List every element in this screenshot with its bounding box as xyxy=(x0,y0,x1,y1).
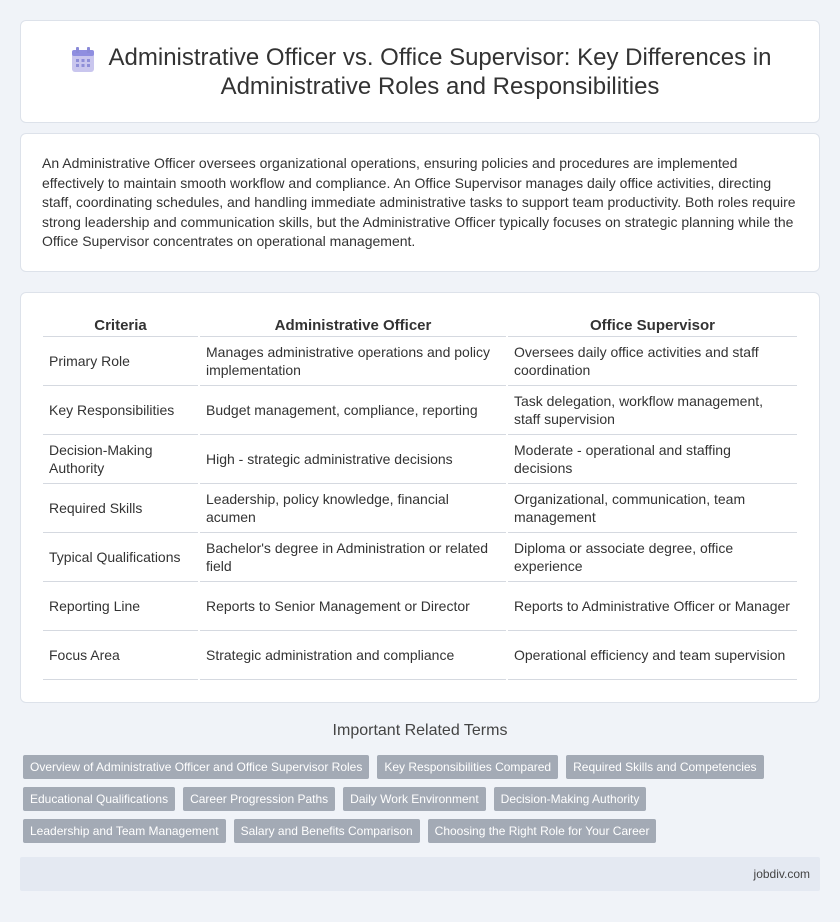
related-tag-choosing-role[interactable]: Choosing the Right Role for Your Career xyxy=(428,819,657,843)
related-tag-leadership[interactable]: Leadership and Team Management xyxy=(23,819,226,843)
criteria-cell: Reporting Line xyxy=(43,582,198,631)
administrative-officer-cell: Bachelor's degree in Administration or related field xyxy=(200,533,506,582)
administrative-officer-cell: Strategic administration and compliance xyxy=(200,631,506,680)
criteria-cell: Key Responsibilities xyxy=(43,386,198,435)
administrative-officer-cell: High - strategic administrative decisions xyxy=(200,435,506,484)
office-supervisor-cell: Diploma or associate degree, office experience xyxy=(508,533,797,582)
criteria-cell: Focus Area xyxy=(43,631,198,680)
table-row xyxy=(43,435,797,484)
comparison-card xyxy=(20,292,820,703)
footer-site-link[interactable]: jobdiv.com xyxy=(753,867,810,881)
criteria-cell: Required Skills xyxy=(43,484,198,533)
related-tag-overview[interactable]: Overview of Administrative Officer and Office Supervisor Roles xyxy=(23,755,369,779)
administrative-officer-cell: Manages administrative operations and policy implementation xyxy=(200,337,506,386)
related-tag-decision-making[interactable]: Decision-Making Authority xyxy=(494,787,647,811)
title-card xyxy=(20,20,820,123)
page-title: Administrative Officer vs. Office Supervisor: Key Differences in Administrative Roles and Responsibilities xyxy=(108,43,772,100)
header-office-supervisor: Office Supervisor xyxy=(508,315,797,337)
footer xyxy=(20,857,820,891)
intro-card xyxy=(20,133,820,272)
administrative-officer-cell: Budget management, compliance, reporting xyxy=(200,386,506,435)
related-tag-responsibilities[interactable]: Key Responsibilities Compared xyxy=(377,755,558,779)
office-supervisor-cell: Task delegation, workflow management, staff supervision xyxy=(508,386,797,435)
table-row xyxy=(43,533,797,582)
intro-paragraph: An Administrative Officer oversees organizational operations, ensuring policies and procedures are implemented effectively to maintain smooth workflow and compliance. An Office Supervisor manages daily office activities, directing staff, coordinating schedules, and handling immediate administrative tasks to support team productivity. Both roles require strong leadership and communication skills, but the Administrative Officer typically focuses on strategic planning while the Office Supervisor concentrates on operational management. xyxy=(42,155,796,249)
related-tag-salary[interactable]: Salary and Benefits Comparison xyxy=(234,819,420,843)
related-terms-list xyxy=(23,755,783,843)
related-tag-qualifications[interactable]: Educational Qualifications xyxy=(23,787,175,811)
criteria-cell: Primary Role xyxy=(43,337,198,386)
related-terms-title: Important Related Terms xyxy=(332,722,508,739)
related-tag-skills[interactable]: Required Skills and Competencies xyxy=(566,755,763,779)
criteria-cell: Decision-Making Authority xyxy=(43,435,198,484)
office-supervisor-cell: Oversees daily office activities and staff coordination xyxy=(508,337,797,386)
administrative-officer-cell: Reports to Senior Management or Director xyxy=(200,582,506,631)
office-supervisor-cell: Operational efficiency and team supervision xyxy=(508,631,797,680)
office-supervisor-cell: Organizational, communication, team management xyxy=(508,484,797,533)
header-administrative-officer: Administrative Officer xyxy=(200,315,506,337)
related-tag-career-paths[interactable]: Career Progression Paths xyxy=(183,787,335,811)
criteria-cell: Typical Qualifications xyxy=(43,533,198,582)
office-supervisor-cell: Reports to Administrative Officer or Manager xyxy=(508,582,797,631)
header-criteria: Criteria xyxy=(43,315,198,337)
office-supervisor-cell: Moderate - operational and staffing decisions xyxy=(508,435,797,484)
table-row xyxy=(43,582,797,631)
table-row xyxy=(43,631,797,680)
table-row xyxy=(43,386,797,435)
administrative-officer-cell: Leadership, policy knowledge, financial acumen xyxy=(200,484,506,533)
comparison-table xyxy=(41,315,799,680)
related-tag-work-environment[interactable]: Daily Work Environment xyxy=(343,787,485,811)
table-header-row xyxy=(43,315,797,337)
table-row xyxy=(43,337,797,386)
table-row xyxy=(43,484,797,533)
